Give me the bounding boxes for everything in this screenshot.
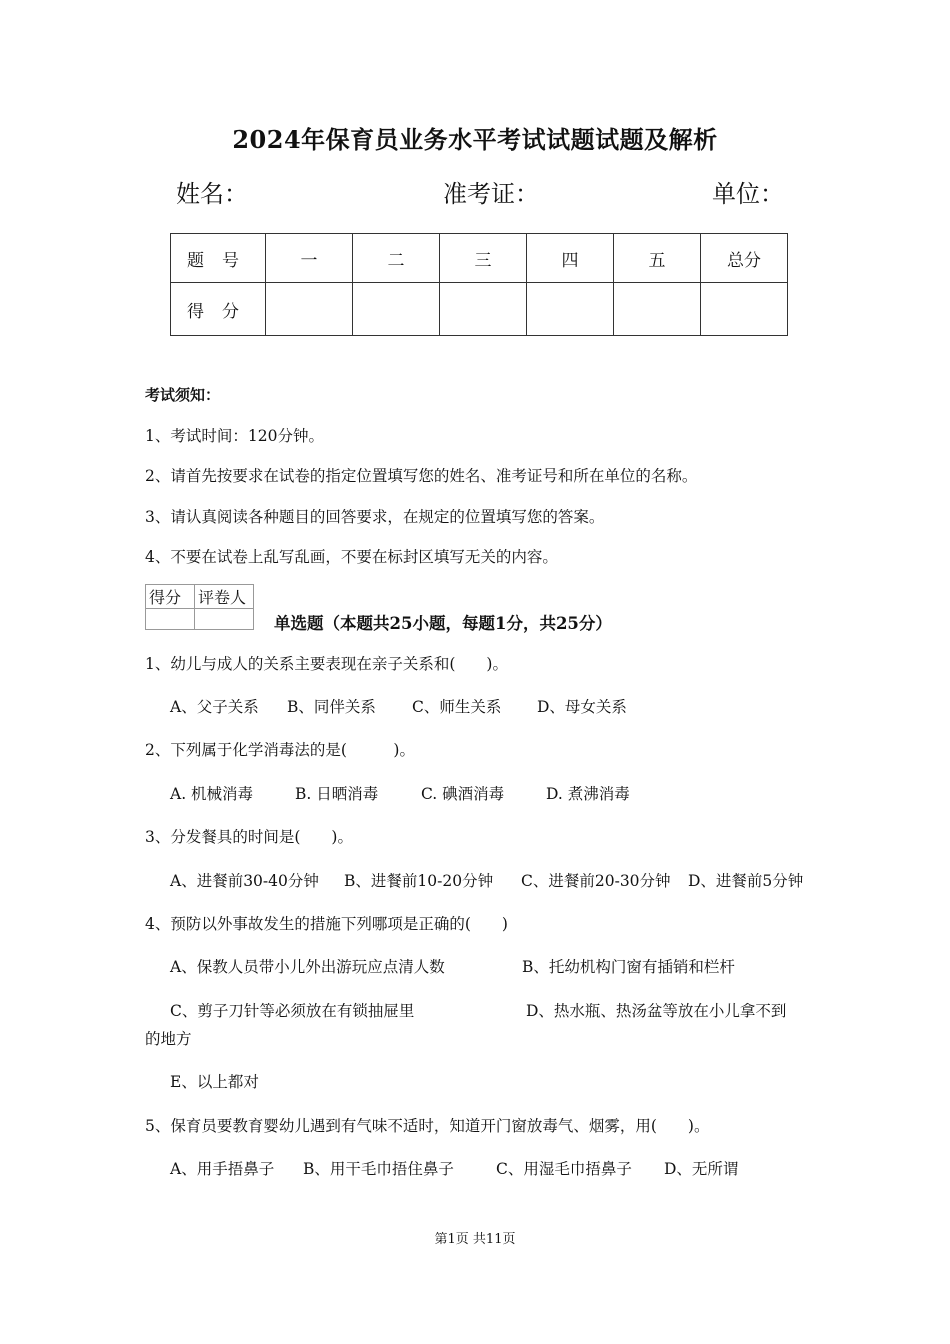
score-cell[interactable] <box>527 283 614 336</box>
question-option: D、进餐前5分钟 <box>688 872 804 890</box>
grader-score-label: 得分 <box>146 585 195 609</box>
question-option: C. 碘酒消毒 <box>421 785 505 803</box>
notice-item: 1、考试时间：120分钟。 <box>145 427 324 445</box>
score-table-col: 三 <box>440 234 527 283</box>
question-option: A、父子关系 <box>170 698 259 716</box>
question-option: A. 机械消毒 <box>170 785 254 803</box>
score-cell[interactable] <box>440 283 527 336</box>
question-option: C、师生关系 <box>412 698 502 716</box>
score-table <box>170 233 788 336</box>
question-stem: 3、分发餐具的时间是( )。 <box>145 828 353 846</box>
score-table-col: 四 <box>527 234 614 283</box>
question-option: A、进餐前30-40分钟 <box>170 872 319 890</box>
unit-field-label: 单位： <box>712 180 784 208</box>
score-table-col-total: 总分 <box>701 234 788 283</box>
question-option: A、用手捂鼻子 <box>170 1160 275 1178</box>
score-table-row-label: 得分 <box>171 283 266 336</box>
question-stem: 1、幼儿与成人的关系主要表现在亲子关系和( )。 <box>145 655 508 673</box>
question-stem: 2、下列属于化学消毒法的是( )。 <box>145 741 415 759</box>
score-table-col: 五 <box>614 234 701 283</box>
notice-item: 2、请首先按要求在试卷的指定位置填写您的姓名、准考证号和所在单位的名称。 <box>145 467 698 485</box>
question-option: B、用干毛巾捂住鼻子 <box>303 1160 454 1178</box>
question-option: B、进餐前10-20分钟 <box>344 872 494 890</box>
score-table-col: 二 <box>353 234 440 283</box>
question-option: B、托幼机构门窗有插销和栏杆 <box>522 958 735 976</box>
page-footer: 第1页 共11页 <box>434 1232 516 1247</box>
grader-name-label: 评卷人 <box>195 585 254 609</box>
notice-item: 4、不要在试卷上乱写乱画，不要在标封区填写无关的内容。 <box>145 548 558 566</box>
score-table-score-row <box>171 283 788 336</box>
question-option: D、无所谓 <box>664 1160 739 1178</box>
question-option: D、母女关系 <box>537 698 627 716</box>
score-cell-total[interactable] <box>701 283 788 336</box>
score-cell[interactable] <box>266 283 353 336</box>
score-table-col: 一 <box>266 234 353 283</box>
question-stem: 4、预防以外事故发生的措施下列哪项是正确的( ) <box>145 915 508 933</box>
question-option: B. 日晒消毒 <box>295 785 379 803</box>
question-option: E、以上都对 <box>170 1073 259 1091</box>
question-option: A、保教人员带小儿外出游玩应点清人数 <box>170 958 445 976</box>
page-title: 2024年保育员业务水平考试试题试题及解析 <box>232 125 718 154</box>
question-option: D、热水瓶、热汤盆等放在小儿拿不到 <box>526 1002 787 1020</box>
section-title: 单选题（本题共25小题，每题1分，共25分） <box>274 614 612 633</box>
question-stem: 5、保育员要教育婴幼儿遇到有气味不适时，知道开门窗放毒气、烟雾，用( )。 <box>145 1117 710 1135</box>
question-option: C、剪子刀针等必须放在有锁抽屉里 <box>170 1002 415 1020</box>
name-field-label: 姓名： <box>176 180 248 208</box>
grader-score-cell[interactable] <box>146 609 195 630</box>
notice-item: 3、请认真阅读各种题目的回答要求，在规定的位置填写您的答案。 <box>145 508 605 526</box>
question-option: C、用湿毛巾捂鼻子 <box>496 1160 632 1178</box>
notice-heading: 考试须知： <box>145 386 221 404</box>
grader-name-cell[interactable] <box>195 609 254 630</box>
score-table-header-label: 题号 <box>171 234 266 283</box>
question-option: C、进餐前20-30分钟 <box>521 872 671 890</box>
grader-box <box>145 584 254 630</box>
question-option: B、同伴关系 <box>287 698 376 716</box>
exam-id-field-label: 准考证： <box>443 180 539 208</box>
score-table-header-row <box>171 234 788 283</box>
question-option-continuation: 的地方 <box>145 1030 192 1048</box>
score-cell[interactable] <box>353 283 440 336</box>
score-cell[interactable] <box>614 283 701 336</box>
question-option: D. 煮沸消毒 <box>546 785 630 803</box>
